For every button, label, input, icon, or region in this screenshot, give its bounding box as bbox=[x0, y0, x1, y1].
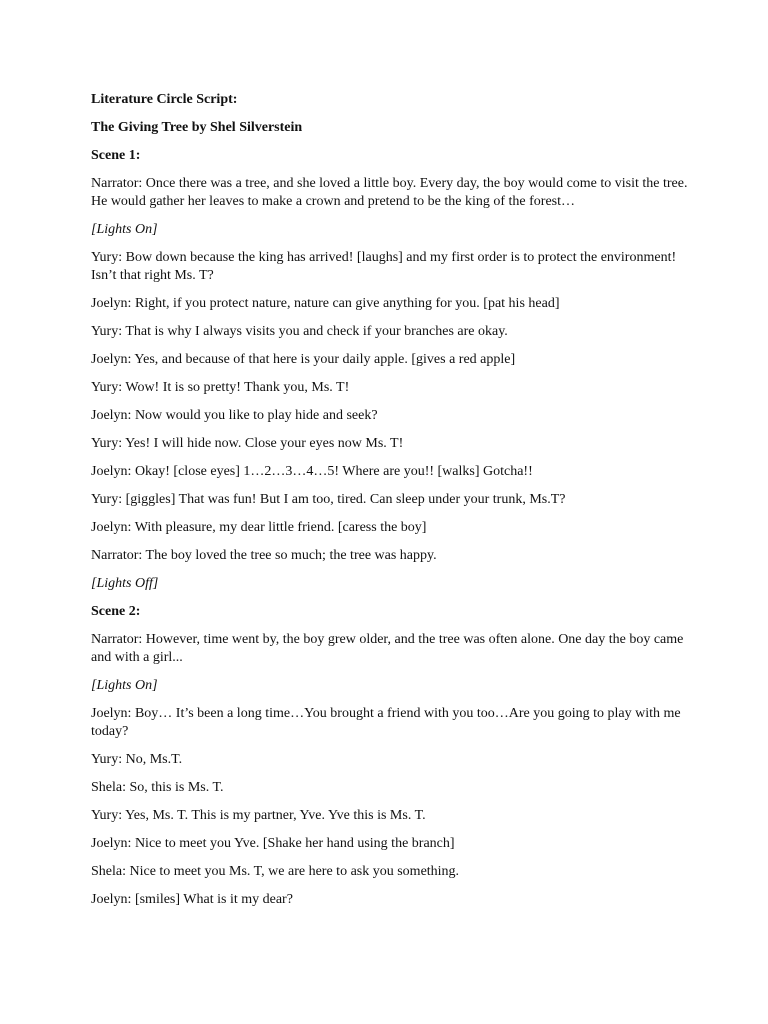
dialogue-line: Narrator: Once there was a tree, and she loved a little boy. Every day, the boy would come to visit the tree. He would gather her leaves to make a crown and pretend to be the king of the forest… bbox=[91, 176, 688, 209]
dialogue-line: Yury: Wow! It is so pretty! Thank you, Ms. T! bbox=[91, 380, 350, 395]
dialogue-line: Yury: Yes, Ms. T. This is my partner, Yve. Yve this is Ms. T. bbox=[91, 808, 426, 823]
dialogue-line: Joelyn: Nice to meet you Yve. [Shake her hand using the branch] bbox=[91, 836, 455, 851]
stage-direction: [Lights On] bbox=[91, 222, 158, 237]
dialogue-line: Joelyn: Right, if you protect nature, nature can give anything for you. [pat his head] bbox=[91, 296, 560, 311]
script-page bbox=[91, 91, 691, 919]
dialogue-line: Joelyn: Boy… It’s been a long time…You brought a friend with you too…Are you going to play with me today? bbox=[91, 706, 681, 739]
dialogue-line: Yury: Yes! I will hide now. Close your eyes now Ms. T! bbox=[91, 436, 404, 451]
stage-direction: [Lights On] bbox=[91, 678, 158, 693]
document-subtitle: The Giving Tree by Shel Silverstein bbox=[91, 120, 303, 135]
dialogue-line: Narrator: However, time went by, the boy grew older, and the tree was often alone. One day the boy came and with a girl... bbox=[91, 632, 684, 665]
dialogue-line: Yury: That is why I always visits you and check if your branches are okay. bbox=[91, 324, 508, 339]
document-title: Literature Circle Script: bbox=[91, 92, 238, 107]
scene-heading: Scene 1: bbox=[91, 148, 141, 163]
dialogue-line: Joelyn: Now would you like to play hide and seek? bbox=[91, 408, 378, 423]
dialogue-line: Joelyn: With pleasure, my dear little friend. [caress the boy] bbox=[91, 520, 427, 535]
dialogue-line: Joelyn: [smiles] What is it my dear? bbox=[91, 892, 293, 907]
dialogue-line: Yury: No, Ms.T. bbox=[91, 752, 183, 767]
scene-heading: Scene 2: bbox=[91, 604, 141, 619]
dialogue-line: Joelyn: Yes, and because of that here is your daily apple. [gives a red apple] bbox=[91, 352, 516, 367]
dialogue-line: Yury: [giggles] That was fun! But I am too, tired. Can sleep under your trunk, Ms.T? bbox=[91, 492, 566, 507]
dialogue-line: Shela: Nice to meet you Ms. T, we are here to ask you something. bbox=[91, 864, 460, 879]
dialogue-line: Narrator: The boy loved the tree so much; the tree was happy. bbox=[91, 548, 437, 563]
script-body bbox=[91, 147, 691, 909]
dialogue-line: Joelyn: Okay! [close eyes] 1…2…3…4…5! Where are you!! [walks] Gotcha!! bbox=[91, 464, 533, 479]
stage-direction: [Lights Off] bbox=[91, 576, 159, 591]
dialogue-line: Yury: Bow down because the king has arrived! [laughs] and my first order is to protect the environment! Isn’t that right Ms. T? bbox=[91, 250, 677, 283]
dialogue-line: Shela: So, this is Ms. T. bbox=[91, 780, 224, 795]
